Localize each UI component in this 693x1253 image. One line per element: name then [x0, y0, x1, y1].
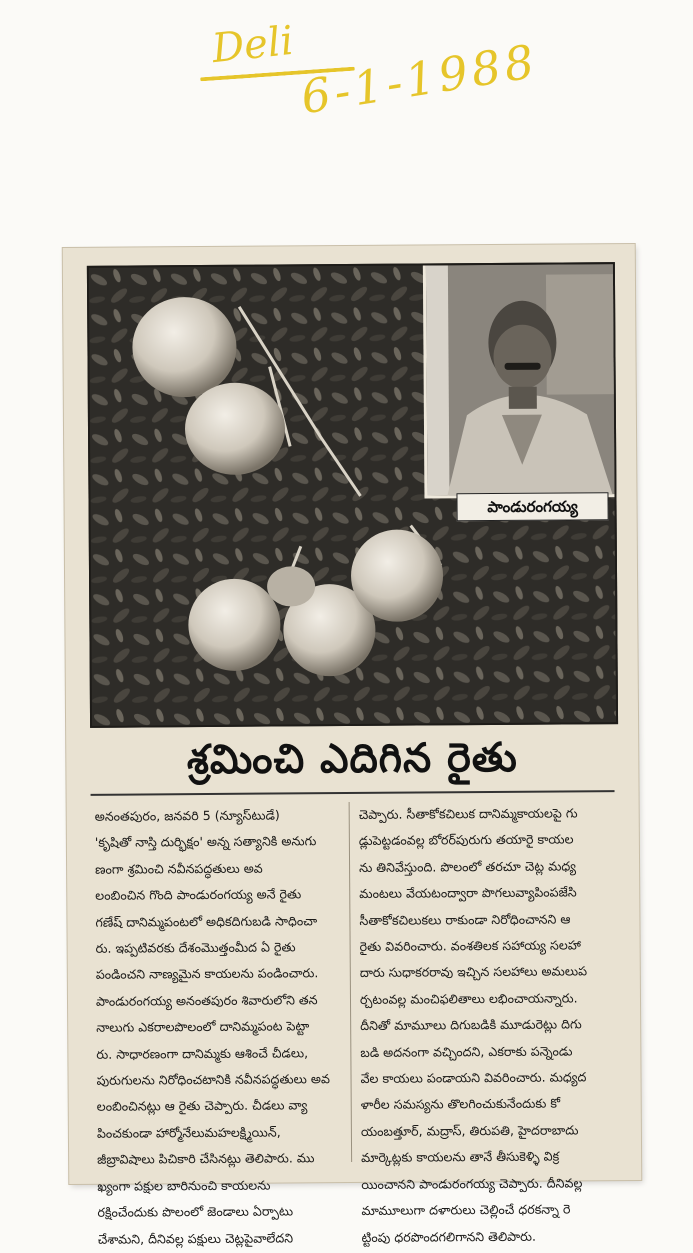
article-column-right — [359, 800, 608, 1251]
article-line: ట్టింపు ధరపొందగలిగానని తెలిపారు. — [361, 1228, 537, 1245]
article-line: గణేష్ దానిమ్మపంటలో అధికదిగుబడి సాధించా — [95, 912, 318, 930]
handwritten-annotation: Deli — [209, 17, 296, 73]
article-line: పండించని నాణ్యమైన కాయలను పండించారు. — [95, 965, 319, 983]
article-line: అనంతపురం, జనవరి 5 (న్యూస్‌టుడే) — [94, 807, 280, 824]
article-line: దీనితో మామూలు దిగుబడికి మూడురెట్లు దిగు — [360, 1016, 582, 1034]
article-line: ను తినివేస్తుంది. పొలంలో తరచూ చెట్ల మధ్య — [359, 858, 576, 875]
pomegranate-photo — [87, 262, 618, 728]
article-line: రక్షించేందుకు పొలంలో జెండాలు ఏర్పాటు — [97, 1203, 294, 1220]
headline-divider — [91, 790, 615, 796]
article-line: యంబత్తూర్, మద్రాస్, తిరుపతి, హైదరాబాదు — [360, 1122, 579, 1139]
article-line: వేల కాయలు పండాయని వివరించారు. మధ్యద — [360, 1069, 587, 1087]
farmer-portrait — [423, 264, 618, 498]
article-line: బడి అదనంగా వచ్చిందని, ఎకరాకు పన్నెండు — [360, 1043, 573, 1060]
article-line: 'కృషితో నాస్తి దుర్భిక్షం' అన్న సత్యానికి అనుగు — [94, 833, 317, 851]
article-column-left — [95, 802, 344, 1253]
article-line: చేశామని, దీనివల్ల పక్షులు చెట్లపైవాలేదని — [97, 1229, 294, 1247]
article-line: ణంగా శ్రమించి నవీనపద్ధతులు అవ — [95, 860, 263, 877]
article-line: మంటలు వేయటంద్వారా పొగలువ్యాపింపజేసి — [359, 884, 577, 902]
article-line: దారు సుధాకరరావు ఇచ్చిన సలహాలు అమలుప — [359, 963, 588, 981]
article-line: నాలుగు ఎకరాలపొలంలో దానిమ్మపంట పెట్టా — [96, 1018, 310, 1036]
photo-caption: పాండురంగయ్య — [456, 492, 608, 521]
handwritten-date: 6-1-1988 — [297, 33, 542, 125]
article-line: మామూలుగా దళారులు చెల్లించే ధరకన్నా రె — [361, 1201, 571, 1219]
article-line: పురుగులను నిరోధించటానికి నవీనపద్ధతులు అవ — [96, 1071, 330, 1088]
article-line: రు. సాధారణంగా దానిమ్మకు ఆశించే చీడలు, — [96, 1044, 309, 1062]
article-line: డ్లుపెట్టడంవల్ల బోరర్‌పురుగు తయారై కాయల — [358, 831, 574, 849]
article-line: ర్చటంవల్ల మంచిఫలితాలు లభించాయన్నారు. — [359, 990, 578, 1007]
article-line: లంబించినట్లు ఆ రైతు చెప్పారు. చీడలు వ్యా — [96, 1097, 308, 1115]
article-line: రైతు వివరించారు. వంశతిలక సహాయ్య సలహా — [359, 937, 581, 954]
article-line: మార్కెట్లకు కాయలను తానే తీసుకెళ్ళి విక్ర — [361, 1148, 560, 1166]
article-line: జీబ్రావిషాలు పిచికారి చేసినట్లు తెలిపారు. ము — [97, 1150, 315, 1168]
article-headline: శ్రమించి ఎదిగిన రైతు — [186, 734, 518, 784]
article-line: చెప్పారు. సీతాకోకచిలుక దానిమ్మకాయలపై గు — [358, 805, 578, 822]
article-line: లంబించిన గొంది పాండురంగయ్య అనే రైతు — [95, 886, 302, 904]
article-line: పాండురంగయ్య అనంతపురం శివారులోని తన — [95, 992, 318, 1009]
article-line: సీతాకోకచిలుకలు రాకుండా నిరోధించానని ఆ — [359, 911, 571, 928]
newspaper-clipping — [63, 244, 642, 1247]
article-line: రు. ఇప్పటివరకు దేశంమొత్తంమీద ఏ రైతు — [95, 939, 296, 956]
article-line: యించానని పాండురంగయ్య చెప్పారు. దీనివల్ల — [361, 1175, 583, 1192]
article-line: ఖ్యంగా పక్షుల బారినుంచి కాయలను — [97, 1177, 271, 1194]
article-line: పించకుండా హార్మోనేలుమహలక్ష్మియిన్, — [96, 1124, 281, 1141]
column-divider — [349, 802, 353, 1162]
article-line: ళారీల సమస్యను తొలగించుకునేందుకు కో — [360, 1096, 561, 1113]
